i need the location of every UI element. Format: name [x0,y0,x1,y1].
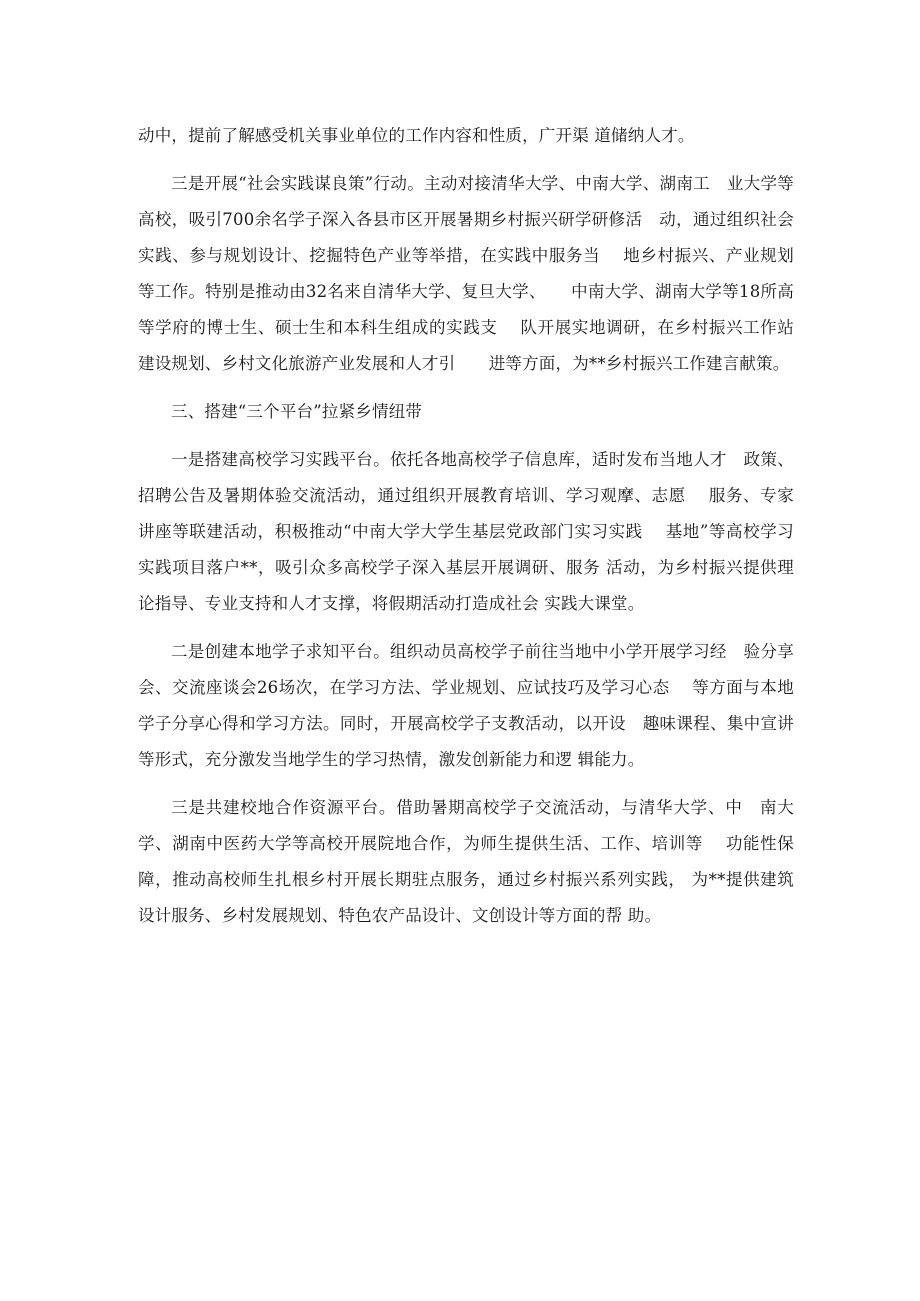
paragraph-knowledge-platform: 二是创建本地学子求知平台。组织动员高校学子前往当地中小学开展学习经 验分享会、交流座谈会26场次，在学习方法、学业规划、应试技巧及学习心态 等方面与本地学子分享心得和学习方法。同时，开展高校学子支教活动，以开设 趣味课程、集中宣讲等形式，充分激发当地学生的学习热情，激发创新能力和逻 辑能力。 [138,642,794,769]
paragraph-social-practice: 三是开展“社会实践谋良策”行动。主动对接清华大学、中南大学、湖南工 业大学等高校，吸引700余名学子深入各县市区开展暑期乡村振兴研学研修活 动，通过组织社会实践、参与规划设计、挖掘特色产业等举措，在实践中服务当 地乡村振兴、产业规划等工作。特别是推动由32名来自清华大学、复旦大学、 中南大学、湖南大学等18所高等学府的博士生、硕士生和本科生组成的实践支 队开展实地调研，在乡村振兴工作站建设规划、乡村文化旅游产业发展和人才引 进等方面，为**乡村振兴工作建言献策。 [138,174,794,373]
paragraph-continuation: 动中，提前了解感受机关事业单位的工作内容和性质，广开渠 道储纳人才。 [138,126,695,145]
paragraph-cooperation-platform: 三是共建校地合作资源平台。借助暑期高校学子交流活动，与清华大学、中 南大学、湖南中医药大学等高校开展院地合作，为师生提供生活、工作、培训等 功能性保障，推动高校师生扎根乡村开展长期驻点服务，通过乡村振兴系列实践， 为**提供建筑设计服务、乡村发展规划、特色农产品设计、文创设计等方面的帮 助。 [138,798,794,925]
section-heading: 三、搭建“三个平台”拉紧乡情纽带 [171,402,423,421]
paragraph-study-platform: 一是搭建高校学习实践平台。依托各地高校学子信息库，适时发布当地人才 政策、招聘公告及暑期体验交流活动，通过组织开展教育培训、学习观摩、志愿 服务、专家讲座等联建活动，积极推动“中南大学大学生基层党政部门实习实践 基地”等高校学习实践项目落户**，吸引众多高校学子深入基层开展调研、服务 活动，为乡村振兴提供理论指导、专业支持和人才支撑，将假期活动打造成社会 实践大课堂。 [138,450,794,613]
document-body [138,118,794,946]
